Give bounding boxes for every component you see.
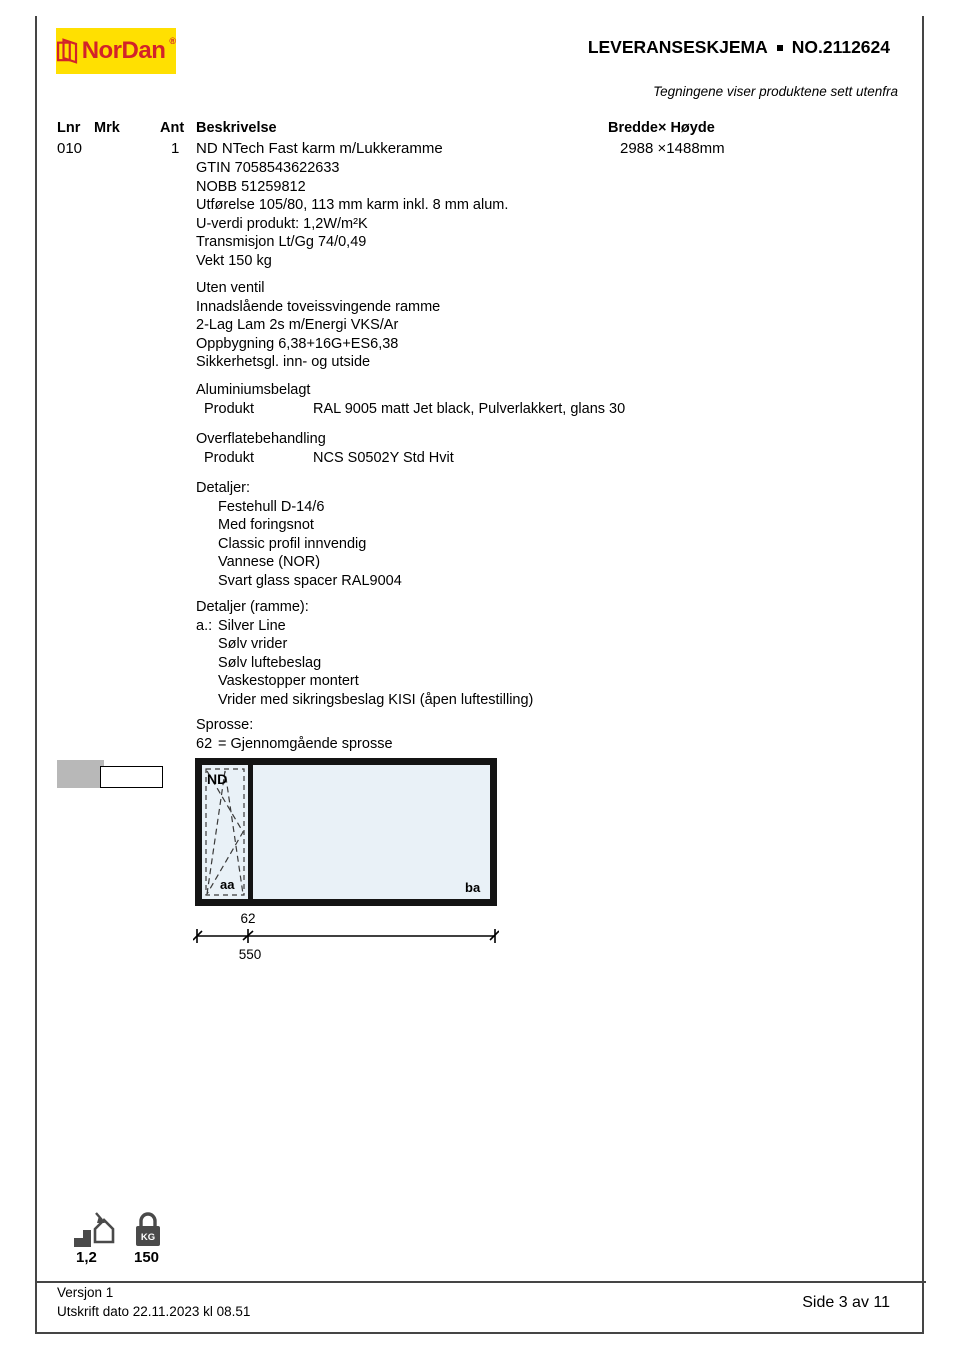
transmisjon-line: Transmisjon Lt/Gg 74/0,49 xyxy=(196,234,367,250)
footer-page-number: Side 3 av 11 xyxy=(802,1294,890,1311)
surface-product-label: Produkt xyxy=(204,449,254,466)
frame-details-block xyxy=(196,598,533,709)
kg-label: KG xyxy=(140,1232,156,1243)
aluminium-heading: Aluminiumsbelagt xyxy=(196,382,311,398)
col-header-ant: Ant xyxy=(160,120,185,136)
vekt-line: Vekt 150 kg xyxy=(196,252,272,269)
nordan-window-icon xyxy=(56,36,78,66)
u-value-badge: 1,2 xyxy=(76,1249,97,1266)
dim-label-width: 550 xyxy=(238,947,262,962)
footer-divider xyxy=(35,1281,926,1283)
drawing-product-label: ND xyxy=(207,771,228,787)
aluminium-product-label: Produkt xyxy=(204,400,254,417)
frame-detail-item: Vaskestopper montert xyxy=(218,673,359,689)
aluminium-block xyxy=(196,381,625,418)
col-header-size: Bredde× Høyde xyxy=(608,120,715,136)
legend-gray-swatch xyxy=(57,760,104,788)
ventil-line: Uten ventil xyxy=(196,280,265,296)
document-number: NO.2112624 xyxy=(791,37,890,57)
frame-detail-item: Vrider med sikringsbeslag KISI (åpen luftestilling) xyxy=(218,691,534,708)
glass-line: 2-Lag Lam 2s m/Energi VKS/Ar xyxy=(196,317,399,333)
col-header-lnr: Lnr xyxy=(57,120,81,136)
window-elevation-drawing xyxy=(195,758,497,906)
dimension-line xyxy=(193,908,499,964)
col-header-beskrivelse: Beskrivelse xyxy=(196,120,277,136)
detail-item: Festehull D-14/6 xyxy=(218,498,325,515)
detail-item: Svart glass spacer RAL9004 xyxy=(218,572,402,589)
item-lnr: 010 xyxy=(57,140,83,157)
item-size: 2988 ×1488mm xyxy=(620,140,725,157)
uverdi-line: U-verdi produkt: 1,2W/m²K xyxy=(196,215,368,232)
item-title: ND NTech Fast karm m/Lukkeramme xyxy=(196,140,443,157)
field-label-ba: ba xyxy=(465,880,481,895)
detail-item: Vannese (NOR) xyxy=(218,554,321,570)
sprosse-heading: Sprosse: xyxy=(196,717,254,733)
weight-lock-icon xyxy=(133,1210,163,1248)
weight-badge: 150 xyxy=(134,1249,160,1266)
footer-print-date: Utskrift dato 22.11.2023 kl 08.51 xyxy=(57,1304,251,1319)
frame-details-heading: Detaljer (ramme): xyxy=(196,599,309,615)
aluminium-product-value: RAL 9005 matt Jet black, Pulverlakkert, glans 30 xyxy=(313,400,626,417)
frame-detail-item: Silver Line xyxy=(218,617,286,634)
item-ant: 1 xyxy=(171,140,180,157)
registered-mark: ® xyxy=(169,36,176,46)
oppbygning-line: Oppbygning 6,38+16G+ES6,38 xyxy=(196,335,399,352)
u-value-icon xyxy=(72,1211,116,1247)
detail-item: Classic profil innvendig xyxy=(218,535,367,552)
view-note: Tegningene viser produktene sett utenfra xyxy=(653,84,898,99)
sash-divider xyxy=(248,765,253,899)
details-heading: Detaljer: xyxy=(196,480,250,496)
dim-label-sprosse: 62 xyxy=(240,911,256,926)
surface-product-row xyxy=(196,449,454,468)
sprosse-text: = Gjennomgående sprosse xyxy=(218,735,393,752)
sprosse-row xyxy=(196,735,393,754)
footer-version: Versjon 1 xyxy=(57,1285,114,1300)
frame-detail-prefix: a.: xyxy=(196,617,213,634)
sash-label-aa: aa xyxy=(220,877,235,892)
frame-detail-item: Sølv luftebeslag xyxy=(218,654,322,671)
legend-white-swatch xyxy=(100,766,163,788)
sprosse-code: 62 xyxy=(196,735,213,752)
construction-block xyxy=(196,279,440,372)
nobb-line: NOBB 51259812 xyxy=(196,178,306,195)
title-text: LEVERANSESKJEMA xyxy=(587,37,768,57)
logo-wordmark: NorDan xyxy=(81,37,166,64)
frame-detail-item: Sølv vrider xyxy=(218,636,288,652)
aluminium-product-row xyxy=(196,400,625,419)
product-info-block xyxy=(196,159,508,270)
document-title xyxy=(588,37,890,58)
frame-detail-first-row xyxy=(196,617,533,636)
sprosse-block xyxy=(196,716,393,753)
surface-block xyxy=(196,430,454,467)
sikkerhet-line: Sikkerhetsgl. inn- og utside xyxy=(196,354,371,370)
utforelse-line: Utførelse 105/80, 113 mm karm inkl. 8 mm alum. xyxy=(196,197,509,213)
window-glass xyxy=(202,765,490,899)
title-separator-icon xyxy=(777,45,783,51)
surface-product-value: NCS S0502Y Std Hvit xyxy=(313,449,454,466)
gtin-line: GTIN 7058543622633 xyxy=(196,160,340,176)
details-block xyxy=(196,479,402,590)
detail-item: Med foringsnot xyxy=(218,517,314,533)
ramme-line: Innadslående toveissvingende ramme xyxy=(196,298,441,315)
nordan-logo xyxy=(56,28,176,74)
surface-heading: Overflatebehandling xyxy=(196,431,326,447)
col-header-mrk: Mrk xyxy=(94,120,120,136)
